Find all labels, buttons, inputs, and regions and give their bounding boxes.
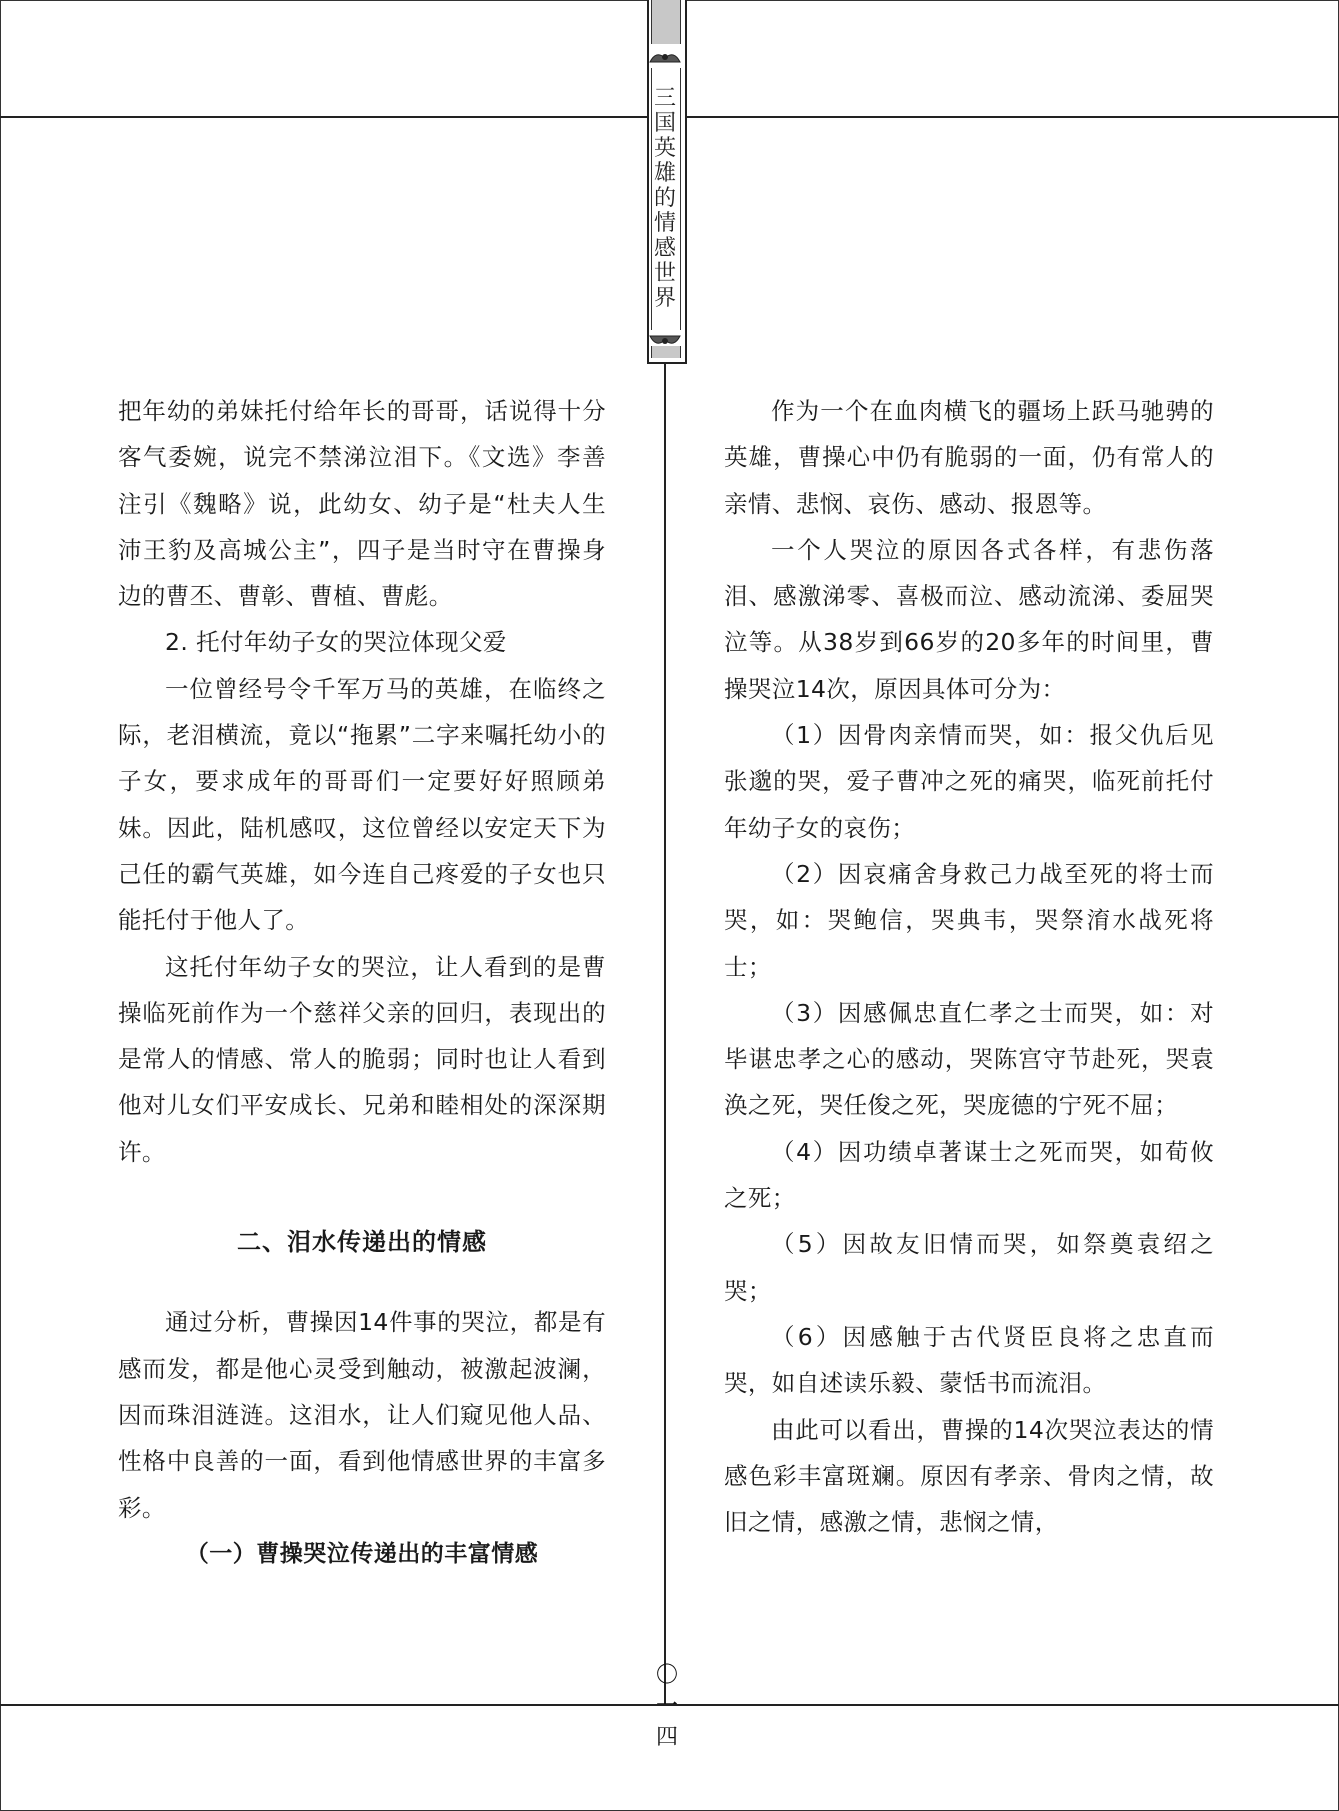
book-title-vertical xyxy=(649,86,681,311)
ornament-top-icon xyxy=(648,48,682,68)
title-char: 的 xyxy=(653,186,676,211)
paragraph: 由此可以看出，曹操的14次哭泣表达的情感色彩丰富斑斓。原因有孝亲、骨肉之情，故旧之情，感激之情，悲悯之情， xyxy=(724,1415,1214,1537)
paragraph: 这托付年幼子女的哭泣，让人看到的是曹操临死前作为一个慈祥父亲的回归，表现出的是常人的情感、常人的脆弱；同时也让人看到他对儿女们平安成长、兄弟和睦相处的深深期许。 xyxy=(118,952,606,1166)
paragraph: 一个人哭泣的原因各式各样，有悲伤落泪、感激涕零、喜极而泣、感动流涕、委屈哭泣等。从38岁到66岁的20多年的时间里，曹操哭泣14次，原因具体可分为： xyxy=(724,535,1214,703)
paragraph: 一位曾经号令千军万马的英雄，在临终之际，老泪横流，竟以“拖累”二字来嘱托幼小的子女，要求成年的哥哥们一定要好好照顾弟妹。因此，陆机感叹，这位曾经以安定天下为己任的霸气英雄，如今连自己疼爱的子女也只能托付于他人了。 xyxy=(118,674,606,935)
title-char: 雄 xyxy=(653,161,676,186)
title-char: 世 xyxy=(653,261,676,286)
page-number-char: 四 xyxy=(655,1725,678,1750)
paragraph: 作为一个在血肉横飞的疆场上跃马驰骋的英雄，曹操心中仍有脆弱的一面，仍有常人的亲情、悲悯、哀伤、感动、报恩等。 xyxy=(724,397,1214,518)
list-item: （2）因哀痛舍身救己力战至死的将士而哭，如：哭鲍信，哭典韦，哭祭淯水战死将士； xyxy=(724,859,1214,981)
page-number-char: 一 xyxy=(655,1694,678,1719)
spine-band-bottom xyxy=(651,346,681,358)
list-item: （1）因骨肉亲情而哭，如：报父仇后见张邈的哭，爱子曹冲之死的痛哭，临死前托付年幼子女的哀伤； xyxy=(724,721,1214,842)
page-number-char: 〇 xyxy=(655,1663,678,1688)
title-char: 三 xyxy=(653,86,676,111)
numbered-heading: 2. 托付年幼子女的哭泣体现父爱 xyxy=(165,628,507,657)
list-item: （6）因感触于古代贤臣良将之忠直而哭，如自述读乐毅、蒙恬书而流泪。 xyxy=(724,1322,1214,1398)
spine-band-top xyxy=(651,0,681,44)
title-char: 英 xyxy=(653,136,676,161)
list-item: （3）因感佩忠直仁孝之士而哭，如：对毕谌忠孝之心的感动，哭陈宫守节赴死，哭袁涣之死，哭任俊之死，哭庞德的宁死不屈； xyxy=(724,998,1214,1120)
title-char: 国 xyxy=(653,111,676,136)
paragraph: 通过分析，曹操因14件事的哭泣，都是有感而发，都是他心灵受到触动，被激起波澜，因而珠泪涟涟。这泪水，让人们窥见他人品、性格中良善的一面，看到他情感世界的丰富多彩。 xyxy=(118,1308,606,1522)
title-char: 情 xyxy=(653,211,676,236)
list-item: （4）因功绩卓著谋士之死而哭，如荀攸之死； xyxy=(724,1137,1214,1213)
title-char: 界 xyxy=(653,286,676,311)
spine-title-banner xyxy=(647,0,685,364)
left-column xyxy=(118,388,606,1577)
subsection-title: （一）曹操哭泣传递出的丰富情感 xyxy=(185,1540,539,1567)
list-item: （5）因故友旧情而哭，如祭奠袁绍之哭； xyxy=(724,1230,1214,1305)
title-char: 感 xyxy=(653,236,676,261)
paragraph: 把年幼的弟妹托付给年长的哥哥，话说得十分客气委婉，说完不禁涕泣泪下。《文选》李善注引《魏略》说，此幼女、幼子是“杜夫人生沛王豹及高城公主”，四子是当时守在曹操身边的曹丕、曹彰、曹植、曹彪。 xyxy=(118,397,606,611)
page-number xyxy=(652,1660,682,1753)
section-title: 二、泪水传递出的情感 xyxy=(237,1228,487,1257)
right-column xyxy=(724,388,1214,1545)
